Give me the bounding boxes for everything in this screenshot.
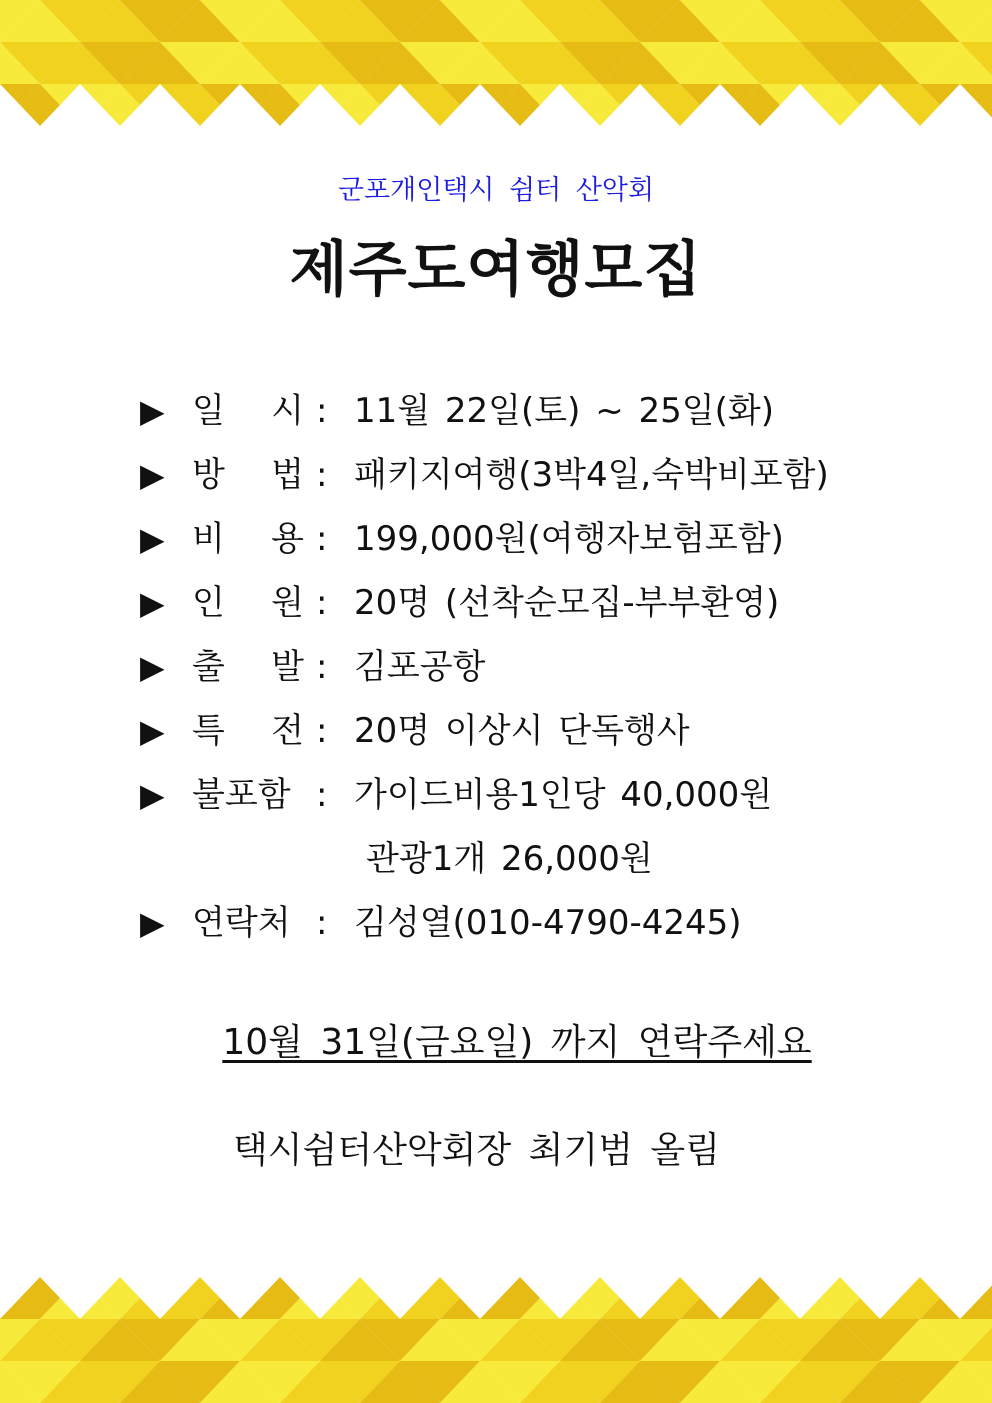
colon: :: [316, 583, 328, 623]
detail-row-contact: [140, 896, 940, 960]
detail-row-excluded-continuation: [140, 832, 940, 896]
colon: :: [316, 455, 328, 495]
detail-value-headcount: 20명 (선착순모집-부부환영): [354, 583, 780, 623]
triangle-pattern-bottom: [0, 1275, 992, 1403]
deadline-notice: 10월 31일(금요일) 까지 연락주세요: [222, 1022, 812, 1063]
arrow-icon: ▶: [140, 392, 165, 430]
detail-value-departure: 김포공항: [354, 647, 486, 687]
detail-row-method: [140, 448, 940, 512]
colon: :: [316, 775, 328, 815]
detail-value-excluded: 가이드비용1인당 40,000원: [354, 775, 773, 815]
arrow-icon: ▶: [140, 648, 165, 686]
page-title: 제주도여행모집: [289, 235, 703, 305]
detail-value-method: 패키지여행(3박4일,숙박비포함): [354, 455, 829, 495]
colon: :: [316, 519, 328, 559]
detail-value-benefit: 20명 이상시 단독행사: [354, 711, 690, 751]
triangle-pattern-top: [0, 0, 992, 128]
arrow-icon: ▶: [140, 520, 165, 558]
arrow-icon: ▶: [140, 712, 165, 750]
detail-label-excluded: 불포함: [192, 775, 291, 815]
trip-details: [140, 384, 940, 960]
arrow-icon: ▶: [140, 776, 165, 814]
colon: :: [316, 903, 328, 943]
detail-row-excluded: [140, 768, 940, 832]
decorative-band-bottom: [0, 1275, 992, 1403]
signature-line: 택시쉼터산악회장 최기범 올림: [233, 1130, 720, 1171]
detail-value-contact: 김성열(010-4790-4245): [354, 903, 742, 943]
arrow-icon: ▶: [140, 584, 165, 622]
detail-label-cost: 비 용: [192, 519, 304, 559]
detail-row-headcount: [140, 576, 940, 640]
colon: :: [316, 391, 328, 431]
detail-row-cost: [140, 512, 940, 576]
detail-label-departure: 출 발: [192, 647, 304, 687]
decorative-band-top: [0, 0, 992, 128]
detail-row-benefit: [140, 704, 940, 768]
colon: :: [316, 711, 328, 751]
detail-label-benefit: 특 전: [192, 711, 304, 751]
detail-value-cost: 199,000원(여행자보험포함): [354, 519, 784, 559]
detail-label-headcount: 인 원: [192, 583, 304, 623]
club-name: 군포개인택시 쉼터 산악회: [337, 175, 655, 206]
detail-value-date: 11월 22일(토) ~ 25일(화): [354, 391, 774, 431]
detail-row-departure: [140, 640, 940, 704]
detail-label-method: 방 법: [192, 455, 304, 495]
detail-label-contact: 연락처: [192, 903, 291, 943]
detail-value-excluded-extra: 관광1개 26,000원: [366, 839, 653, 879]
detail-label-date: 일 시: [192, 391, 304, 431]
arrow-icon: ▶: [140, 904, 165, 942]
arrow-icon: ▶: [140, 456, 165, 494]
detail-row-date: [140, 384, 940, 448]
colon: :: [316, 647, 328, 687]
